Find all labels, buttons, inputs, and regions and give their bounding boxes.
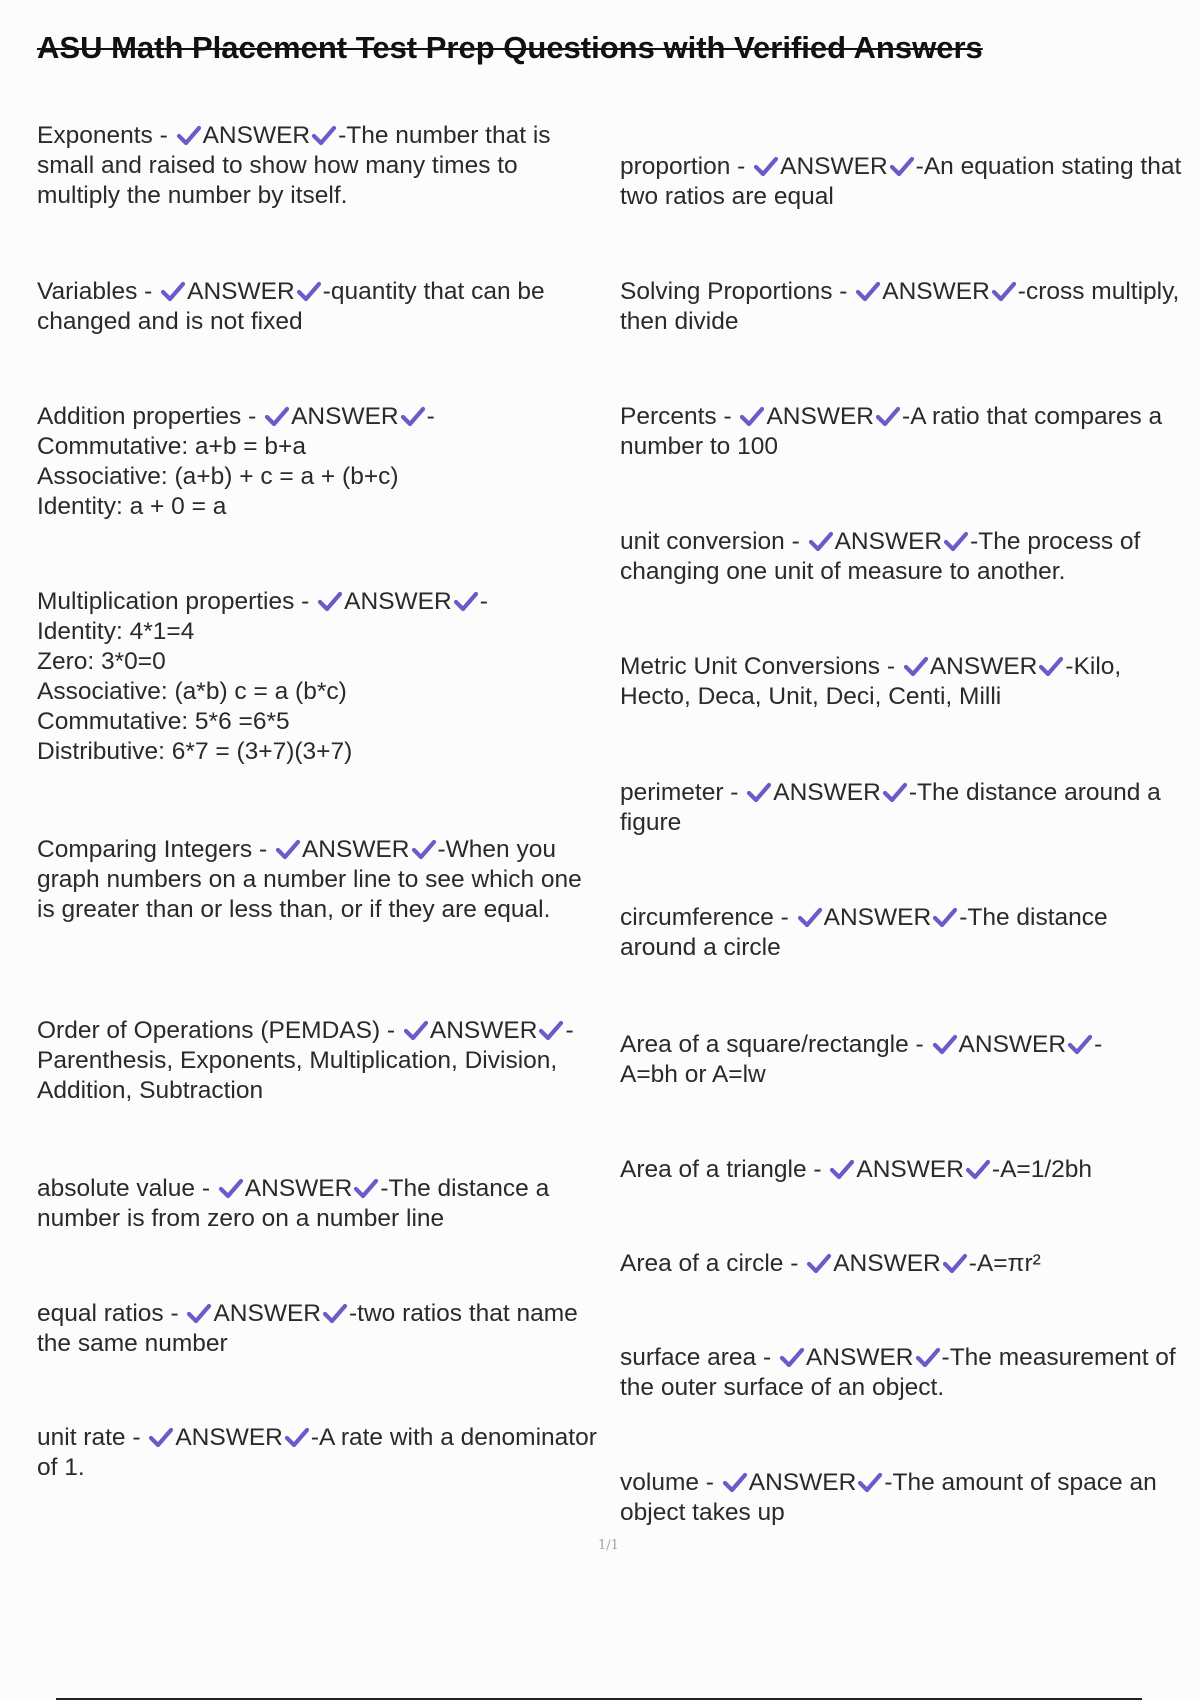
question-term: surface area <box>620 1344 757 1371</box>
question-term: unit conversion <box>620 528 785 555</box>
qa-item: surface area - ANSWER -The measurement of the outer surface of an object. <box>620 1344 1176 1401</box>
question-term: Metric Unit Conversions <box>620 653 881 680</box>
answer-text: The distance around a figure <box>620 779 1161 836</box>
qa-item: Percents - ANSWER -A ratio that compares a number to 100 <box>620 403 1163 460</box>
answer-label: ANSWER <box>301 836 410 863</box>
check-icon <box>991 280 1017 302</box>
answer-label: ANSWER <box>929 653 1038 680</box>
check-icon <box>148 1426 174 1448</box>
check-icon <box>1038 655 1064 677</box>
check-icon <box>965 1158 991 1180</box>
question-term: volume <box>620 1469 699 1496</box>
answer-label: ANSWER <box>175 1424 283 1451</box>
check-icon <box>889 155 915 177</box>
qa-item: Area of a square/rectangle - ANSWER - A=bh or A=lw <box>620 1031 1103 1088</box>
qa-item: unit rate - ANSWER -A rate with a denominator of 1. <box>37 1424 597 1481</box>
answer-label: ANSWER <box>202 122 311 149</box>
check-icon <box>218 1177 244 1199</box>
question-term: proportion <box>620 153 731 180</box>
check-icon <box>932 1033 958 1055</box>
answer-text: two ratios that name the same number <box>37 1300 578 1357</box>
qa-item: Comparing Integers - ANSWER -When you graph numbers on a number line to see which one is greater than or less than, or if they are equal. <box>37 836 582 923</box>
answer-text: cross multiply, then divide <box>620 278 1180 335</box>
check-icon <box>903 655 929 677</box>
question-term: Area of a triangle <box>620 1156 807 1183</box>
answer-text: The amount of space an object takes up <box>620 1469 1157 1526</box>
check-icon <box>453 590 479 612</box>
qa-item: unit conversion - ANSWER -The process of changing one unit of measure to another. <box>620 528 1141 585</box>
answer-text: When you graph numbers on a number line to see which one is greater than or less than, or if they are equal. <box>37 836 582 923</box>
answer-label: ANSWER <box>187 278 295 305</box>
answer-text: An equation stating that two ratios are equal <box>620 153 1182 210</box>
answer-text: A=bh or A=lw <box>620 1061 766 1088</box>
check-icon <box>284 1426 310 1448</box>
check-icon <box>942 1252 968 1274</box>
answer-label: ANSWER <box>766 403 875 430</box>
check-icon <box>943 530 969 552</box>
check-icon <box>806 1252 832 1274</box>
question-term: Percents <box>620 403 717 430</box>
question-term: Exponents <box>37 122 153 149</box>
check-icon <box>857 1471 883 1493</box>
qa-item: volume - ANSWER -The amount of space an object takes up <box>620 1469 1157 1526</box>
answer-text: The process of changing one unit of measure to another. <box>620 528 1141 585</box>
qa-item: perimeter - ANSWER -The distance around a figure <box>620 779 1161 836</box>
check-icon <box>400 405 426 427</box>
question-term: Solving Proportions <box>620 278 833 305</box>
question-term: absolute value <box>37 1175 196 1202</box>
check-icon <box>186 1302 212 1324</box>
question-term: perimeter <box>620 779 724 806</box>
answer-label: ANSWER <box>834 528 943 555</box>
qa-item: Exponents - ANSWER -The number that is small and raised to show how many times to multiply the number by itself. <box>37 122 551 209</box>
answer-label: ANSWER <box>244 1175 353 1202</box>
answer-text: The distance around a circle <box>620 904 1108 961</box>
check-icon <box>797 906 823 928</box>
answer-text: The number that is small and raised to show how many times to multiply the number by itself. <box>37 122 551 209</box>
answer-label: ANSWER <box>780 153 888 180</box>
check-icon <box>317 590 343 612</box>
answer-label: ANSWER <box>958 1031 1067 1058</box>
answer-text: A ratio that compares a number to 100 <box>620 403 1163 460</box>
check-icon <box>160 280 186 302</box>
answer-text: The measurement of the outer surface of an object. <box>620 1344 1176 1401</box>
answer-label: ANSWER <box>344 588 452 615</box>
page-indicator: 1/1 <box>598 1538 619 1553</box>
check-icon <box>176 124 202 146</box>
check-icon <box>855 280 881 302</box>
question-term: Order of Operations (PEMDAS) <box>37 1017 381 1044</box>
answer-text: The distance a number is from zero on a number line <box>37 1175 550 1232</box>
check-icon <box>829 1158 855 1180</box>
check-icon <box>275 838 301 860</box>
answer-label: ANSWER <box>833 1250 941 1277</box>
question-term: Comparing Integers <box>37 836 253 863</box>
question-term: Multiplication properties <box>37 588 295 615</box>
qa-item: Solving Proportions - ANSWER -cross multiply, then divide <box>620 278 1180 335</box>
check-icon <box>882 781 908 803</box>
check-icon <box>264 405 290 427</box>
qa-item: Multiplication properties - ANSWER - Identity: 4*1=4 Zero: 3*0=0 Associative: (a*b) c = a (b*c) Commutative: 5*6 =6*5 Distributive: 6*7 = (3+7)(3+7) <box>37 588 488 765</box>
check-icon <box>538 1019 564 1041</box>
check-icon <box>739 405 765 427</box>
check-icon <box>753 155 779 177</box>
check-icon <box>1067 1033 1093 1055</box>
check-icon <box>746 781 772 803</box>
answer-label: ANSWER <box>823 904 932 931</box>
answer-label: ANSWER <box>429 1017 538 1044</box>
answer-label: ANSWER <box>856 1156 964 1183</box>
answer-text: Identity: 4*1=4 Zero: 3*0=0 Associative: (a*b) c = a (b*c) Commutative: 5*6 =6*5 Distributive: 6*7 = (3+7)(3+7) <box>37 618 353 765</box>
answer-text: Commutative: a+b = b+a Associative: (a+b) + c = a + (b+c) Identity: a + 0 = a <box>37 433 399 520</box>
question-term: Variables <box>37 278 138 305</box>
check-icon <box>322 1302 348 1324</box>
document-title: ASU Math Placement Test Prep Questions with Verified Answers <box>37 30 983 65</box>
qa-item: Area of a triangle - ANSWER -A=1/2bh <box>620 1156 1093 1183</box>
qa-item: Addition properties - ANSWER - Commutative: a+b = b+a Associative: (a+b) + c = a + (b+c) Identity: a + 0 = a <box>37 403 435 520</box>
check-icon <box>779 1346 805 1368</box>
answer-text: A=1/2bh <box>1000 1156 1093 1183</box>
qa-item: Metric Unit Conversions - ANSWER -Kilo, Hecto, Deca, Unit, Deci, Centi, Milli <box>620 653 1122 710</box>
answer-text: A=πr² <box>976 1250 1041 1277</box>
qa-item: Area of a circle - ANSWER -A=πr² <box>620 1250 1041 1277</box>
question-term: equal ratios <box>37 1300 164 1327</box>
answer-label: ANSWER <box>213 1300 321 1327</box>
answer-label: ANSWER <box>805 1344 914 1371</box>
question-term: Addition properties <box>37 403 242 430</box>
answer-text: Parenthesis, Exponents, Multiplication, Division, Addition, Subtraction <box>37 1047 558 1104</box>
check-icon <box>411 838 437 860</box>
check-icon <box>403 1019 429 1041</box>
answer-label: ANSWER <box>882 278 990 305</box>
check-icon <box>353 1177 379 1199</box>
check-icon <box>808 530 834 552</box>
question-term: Area of a square/rectangle <box>620 1031 909 1058</box>
qa-item: absolute value - ANSWER -The distance a number is from zero on a number line <box>37 1175 550 1232</box>
check-icon <box>875 405 901 427</box>
qa-item: circumference - ANSWER -The distance around a circle <box>620 904 1108 961</box>
check-icon <box>311 124 337 146</box>
answer-label: ANSWER <box>748 1469 857 1496</box>
question-term: circumference <box>620 904 774 931</box>
question-term: unit rate <box>37 1424 126 1451</box>
check-icon <box>722 1471 748 1493</box>
qa-item: equal ratios - ANSWER -two ratios that name the same number <box>37 1300 578 1357</box>
answer-text: Kilo, Hecto, Deca, Unit, Deci, Centi, Milli <box>620 653 1122 710</box>
answer-label: ANSWER <box>773 779 881 806</box>
answer-text: A rate with a denominator of 1. <box>37 1424 597 1481</box>
check-icon <box>296 280 322 302</box>
check-icon <box>932 906 958 928</box>
answer-text: quantity that can be changed and is not fixed <box>37 278 545 335</box>
check-icon <box>915 1346 941 1368</box>
qa-item: Order of Operations (PEMDAS) - ANSWER -Parenthesis, Exponents, Multiplication, Division, Addition, Subtraction <box>37 1017 574 1104</box>
qa-item: Variables - ANSWER -quantity that can be changed and is not fixed <box>37 278 545 335</box>
qa-item: proportion - ANSWER -An equation stating that two ratios are equal <box>620 153 1182 210</box>
question-term: Area of a circle <box>620 1250 784 1277</box>
answer-label: ANSWER <box>291 403 399 430</box>
